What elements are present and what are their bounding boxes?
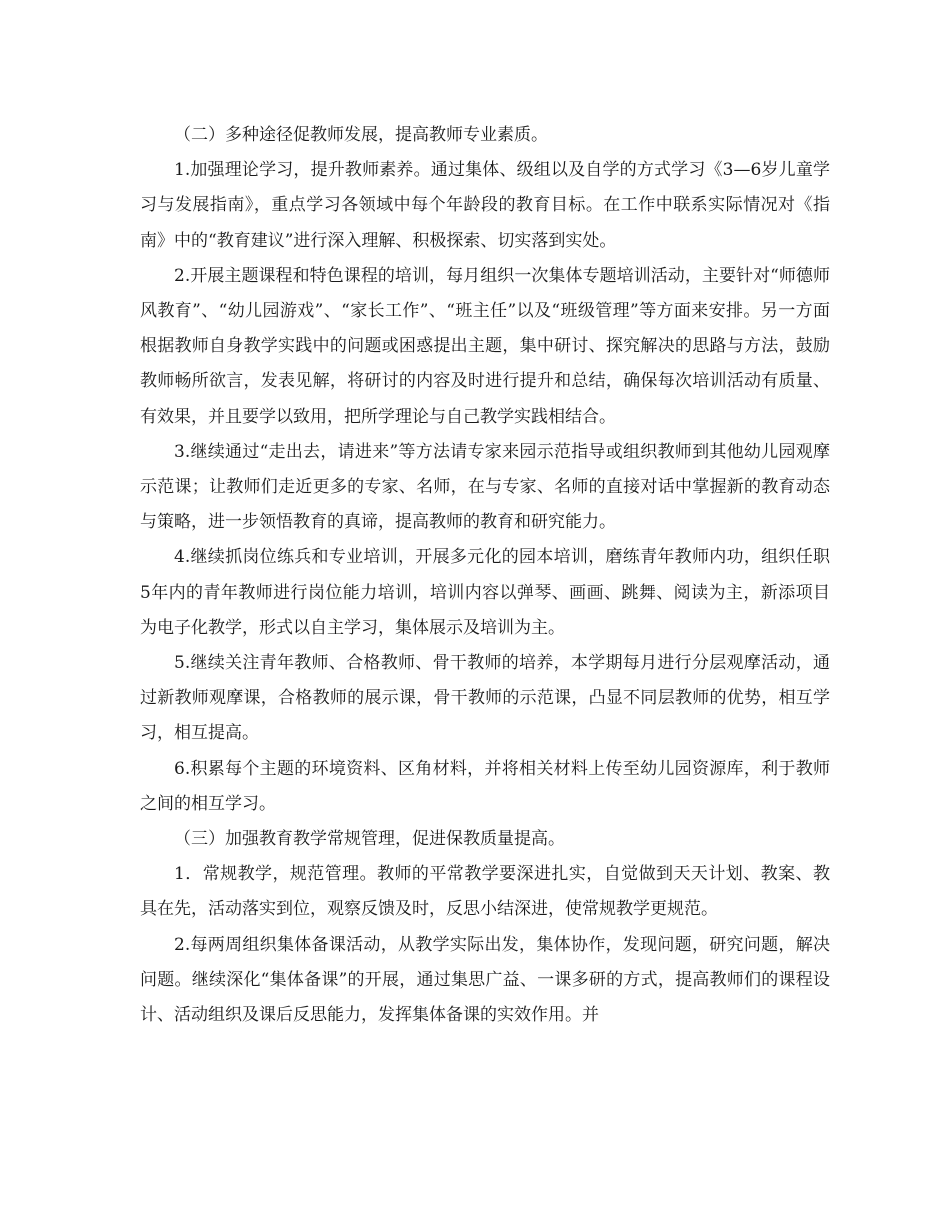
document-body: [140, 118, 830, 1033]
paragraph-job-training: 4.继续抓岗位练兵和专业培训，开展多元化的园本培训，磨练青年教师内功，组织任职5年内的青年教师进行岗位能力培训，培训内容以弹琴、画画、跳舞、阅读为主，新添项目为电子化教学，形式以自主学习，集体展示及培训为主。: [140, 547, 830, 638]
section-heading-routine-management: （三）加强教育教学常规管理，促进保教质量提高。: [174, 829, 565, 850]
paragraph-collective-lesson-prep: 2.每两周组织集体备课活动，从教学实际出发，集体协作，发现问题，研究问题，解决问题。继续深化“集体备课”的开展，通过集思广益、一课多研的方式，提高教师们的课程设计、活动组织及课后反思能力，发挥集体备课的实效作用。并: [140, 934, 830, 1026]
paragraph-routine-teaching: 1．常规教学，规范管理。教师的平常教学要深进扎实，自觉做到天天计划、教案、教具在先，活动落实到位，观察反馈及时，反思小结深进，使常规教学更规范。: [140, 864, 830, 920]
section-heading-teacher-development: （二）多种途径促教师发展，提高教师专业素质。: [174, 125, 548, 145]
paragraph-theory-study: 1.加强理论学习，提升教师素养。通过集体、级组以及自学的方式学习《3—6岁儿童学习与发展指南》，重点学习各领域中每个年龄段的教育目标。在工作中联系实际情况对《指南》中的“教育建议”进行深入理解、积极探索、切实落到实处。: [140, 160, 830, 251]
paragraph-layered-observation: 5.继续关注青年教师、合格教师、骨干教师的培养，本学期每月进行分层观摩活动，通过新教师观摩课，合格教师的展示课，骨干教师的示范课，凸显不同层教师的优势，相互学习，相互提高。: [140, 653, 830, 744]
paragraph-expert-guidance: 3.继续通过“走出去，请进来”等方法请专家来园示范指导或组织教师到其他幼儿园观摩示范课；让教师们走近更多的专家、名师，在与专家、名师的直接对话中掌握新的教育动态与策略，进一步领悟教育的真谛，提高教师的教育和研究能力。: [140, 441, 830, 533]
paragraph-resource-library: 6.积累每个主题的环境资料、区角材料，并将相关材料上传至幼儿园资源库，利于教师之间的相互学习。: [140, 758, 830, 814]
paragraph-theme-training: 2.开展主题课程和特色课程的培训，每月组织一次集体专题培训活动，主要针对“师德师风教育”、“幼儿园游戏”、“家长工作”、“班主任”以及“班级管理”等方面来安排。另一方面根据教师自身教学实践中的问题或困惑提出主题，集中研讨、探究解决的思路与方法，鼓励教师畅所欲言，发表见解，将研讨的内容及时进行提升和总结，确保每次培训活动有质量、有效果，并且要学以致用，把所学理论与自己教学实践相结合。: [140, 265, 830, 427]
